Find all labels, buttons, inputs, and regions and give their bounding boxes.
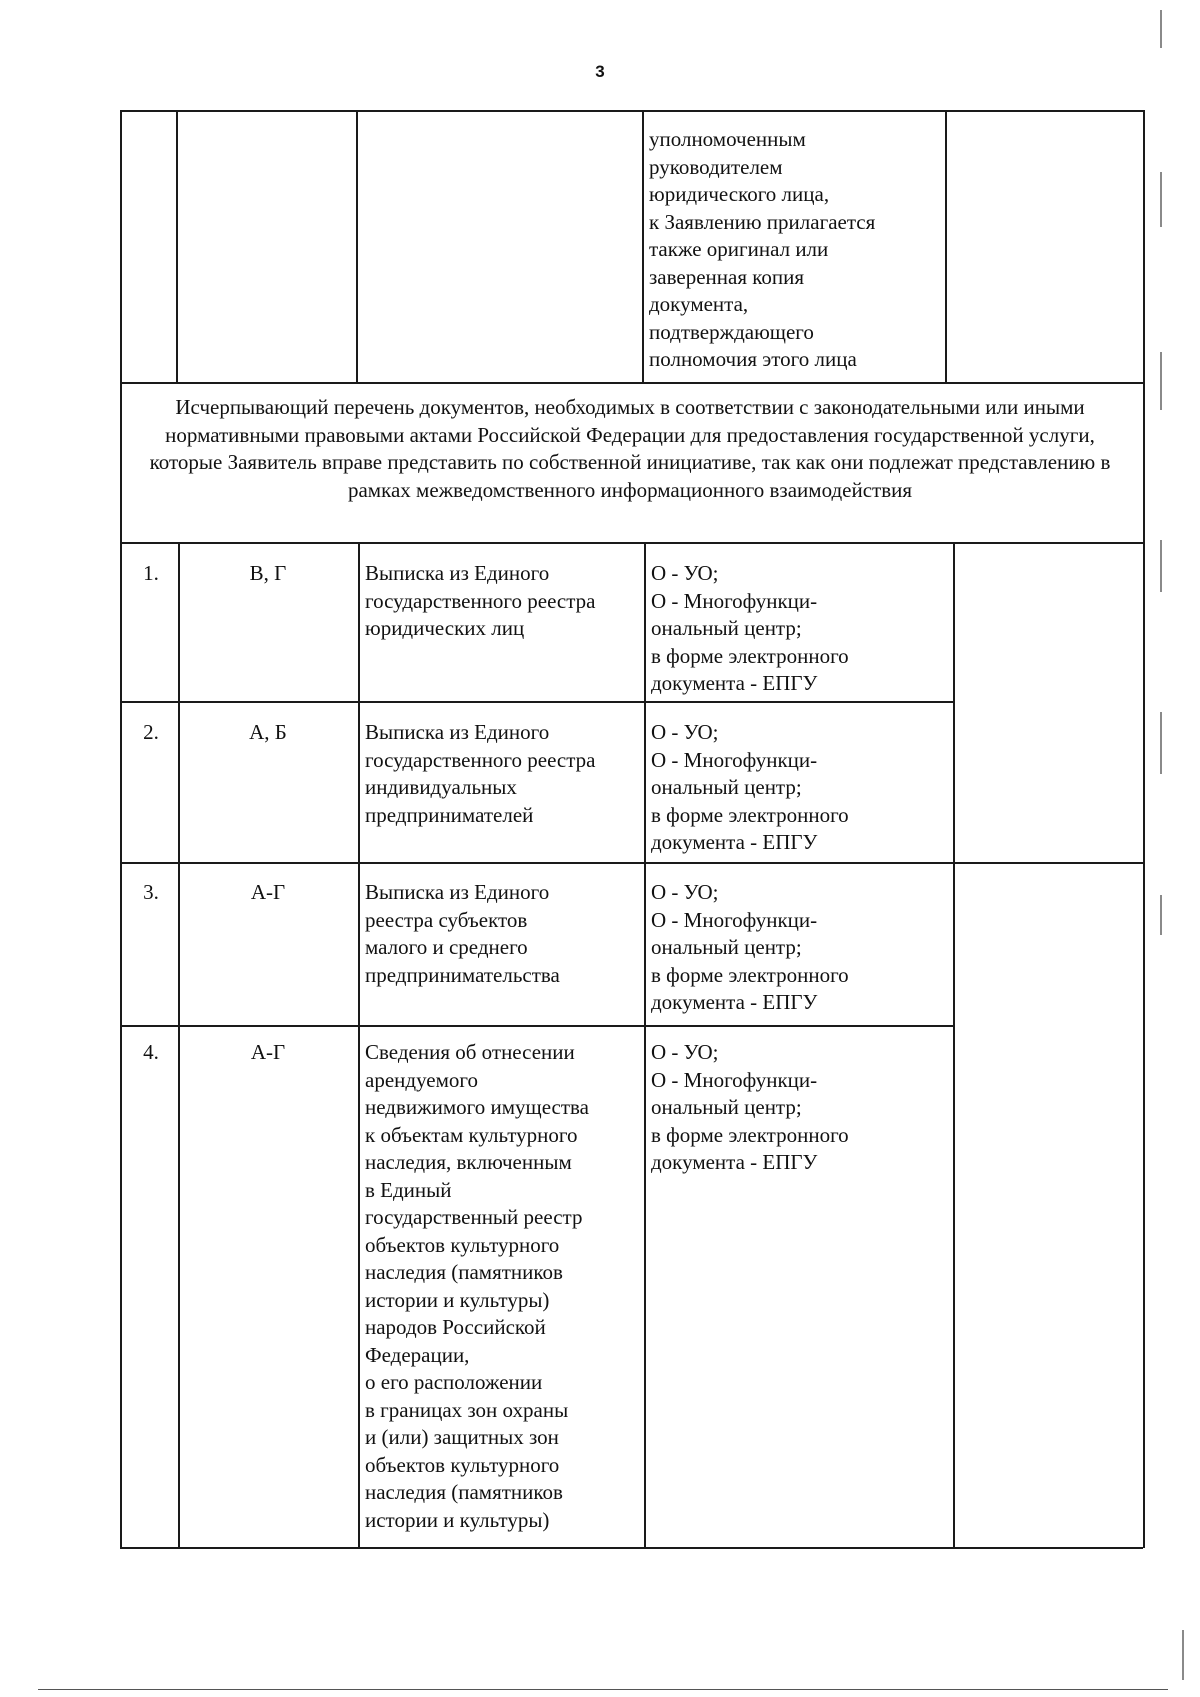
scan-bottom-rule xyxy=(38,1689,1168,1690)
page-number: 3 xyxy=(595,62,605,81)
section-heading: Исчерпывающий перечень документов, необходимых в соответствии с законодательными или иными нормативными правовыми актами Российской Федерации для предоставления государственной услуги, которые Заявитель вправе представить по собственной инициативе, так как они подлежат представлению в рамках межведомственного информационного взаимодействия xyxy=(149,395,1111,502)
row-4-method: О - УО; О - Многофункци- ональный центр; в форме электронного документа - ЕПГУ xyxy=(651,1040,849,1174)
row-4-document: Сведения об отнесении арендуемого недвижимого имущества к объектам культурного наследия, включенным в Единый государственный реестр объектов культурного наследия (памятников истории и культуры) народов Российской Федерации, о его расположении в границах зон охраны и (или) защитных зон объектов культурного наследия (памятников истории и культуры) xyxy=(365,1040,589,1532)
lower-column-divider-2 xyxy=(358,542,360,1548)
lower-column-divider-3 xyxy=(644,542,646,1548)
row-1-document: Выписка из Единого государственного реестра юридических лиц xyxy=(365,561,596,640)
row-3-applicants: А-Г xyxy=(250,880,286,904)
column-divider-4 xyxy=(945,110,947,382)
row-2-number: 2. xyxy=(143,720,159,744)
scan-edge-mark xyxy=(1160,712,1162,774)
lower-column-divider-4 xyxy=(953,542,955,1548)
row-4-applicants: А-Г xyxy=(250,1040,286,1064)
row-3-number: 3. xyxy=(143,880,159,904)
row-2-method: О - УО; О - Многофункци- ональный центр; в форме электронного документа - ЕПГУ xyxy=(651,720,849,854)
column-divider-2 xyxy=(356,110,358,382)
row-2-applicants: А, Б xyxy=(249,720,287,744)
row-3-document: Выписка из Единого реестра субъектов малого и среднего предпринимательства xyxy=(365,880,560,987)
table-top-border xyxy=(120,110,1143,112)
scan-edge-mark xyxy=(1160,895,1162,935)
table-right-border xyxy=(1143,110,1145,1548)
scan-edge-mark xyxy=(1160,172,1162,227)
row-1-applicants: В, Г xyxy=(249,561,287,585)
continuation-row-bottom xyxy=(120,382,1143,384)
scan-edge-mark xyxy=(1182,1630,1184,1680)
row-separator-2-3 xyxy=(120,862,1143,864)
column-divider-3 xyxy=(642,110,644,382)
row-3-method: О - УО; О - Многофункци- ональный центр; в форме электронного документа - ЕПГУ xyxy=(651,880,849,1014)
table-left-border xyxy=(120,110,122,1548)
continuation-cell-text: уполномоченным руководителем юридического лица, к Заявлению прилагается также оригинал или заверенная копия документа, подтверждающего полномочия этого лица xyxy=(649,127,876,371)
row-1-method: О - УО; О - Многофункци- ональный центр; в форме электронного документа - ЕПГУ xyxy=(651,561,849,695)
row-4-number: 4. xyxy=(143,1040,159,1064)
scan-edge-mark xyxy=(1160,352,1162,410)
row-separator-1-2 xyxy=(120,701,953,703)
row-2-document: Выписка из Единого государственного реестра индивидуальных предпринимателей xyxy=(365,720,596,827)
column-divider-1 xyxy=(176,110,178,382)
table-bottom-border xyxy=(120,1547,1143,1549)
scan-edge-mark xyxy=(1160,540,1162,592)
row-separator-3-4 xyxy=(120,1025,953,1027)
scan-edge-mark xyxy=(1160,10,1162,48)
section-heading-bottom xyxy=(120,542,1143,544)
row-1-number: 1. xyxy=(143,561,159,585)
